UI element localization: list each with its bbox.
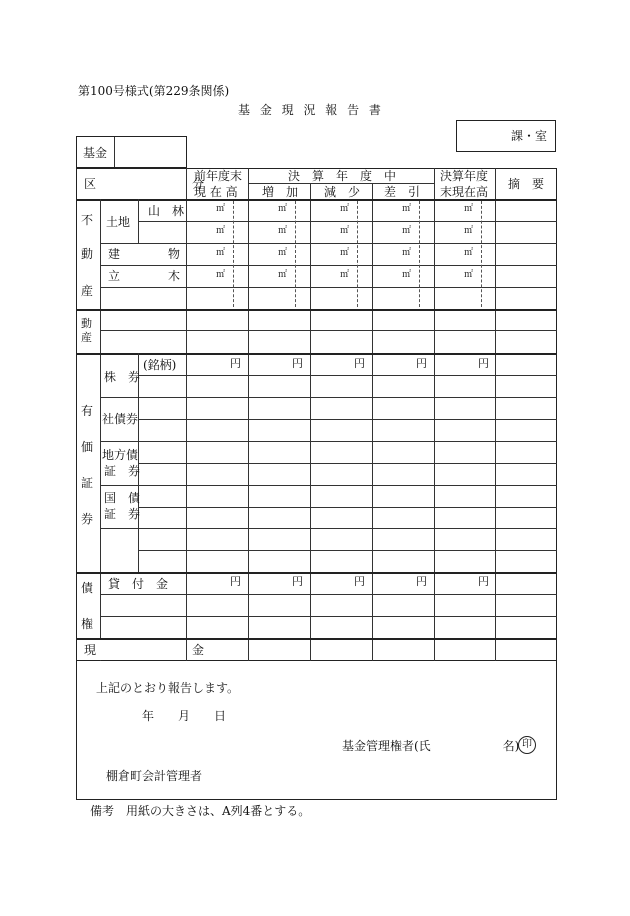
- form-number: 第100号様式(第229条関係): [78, 84, 230, 98]
- land-label: 土地: [106, 215, 131, 229]
- brand-label: (銘柄): [143, 358, 177, 372]
- cash-label: 現 金: [84, 643, 205, 657]
- yen-unit: 円: [478, 575, 489, 588]
- sqm-unit: ㎡: [340, 226, 350, 236]
- loans-label: 貸 付 金: [108, 577, 169, 591]
- sqm-unit: ㎡: [464, 204, 474, 214]
- securities-label-1: 有: [81, 404, 94, 418]
- col-category: 区 分: [84, 177, 205, 191]
- sqm-unit: ㎡: [464, 226, 474, 236]
- movable-label-1: 動: [81, 317, 92, 330]
- yen-unit: 円: [230, 357, 241, 370]
- report-statement: 上記のとおり報告します。: [96, 681, 240, 695]
- yen-unit: 円: [230, 575, 241, 588]
- col-decrease: 減 少: [324, 185, 361, 199]
- col-prev-year-2: 現 在 高: [194, 185, 238, 199]
- yen-unit: 円: [292, 357, 303, 370]
- col-difference: 差 引: [384, 185, 421, 199]
- decimal-divider: [233, 201, 234, 307]
- decimal-divider: [295, 201, 296, 307]
- col-end-year-2: 末現在高: [440, 185, 489, 199]
- manager-line: 基金管理権者(氏 名): [342, 739, 520, 753]
- securities-label-2: 価: [81, 440, 94, 454]
- gov-bonds-label-2: 証 券: [104, 507, 141, 521]
- securities-label-3: 証: [81, 476, 94, 490]
- col-remarks: 摘 要: [508, 177, 545, 191]
- decimal-divider: [481, 201, 482, 307]
- sqm-unit: ㎡: [278, 270, 288, 280]
- fund-label: 基金: [83, 146, 108, 160]
- sqm-unit: ㎡: [402, 270, 412, 280]
- col-increase: 増 加: [262, 185, 299, 199]
- claims-label-2: 権: [81, 617, 94, 631]
- page-title: 基 金 現 況 報 告 書: [238, 103, 384, 117]
- sqm-unit: ㎡: [216, 204, 226, 214]
- sqm-unit: ㎡: [216, 270, 226, 280]
- sqm-unit: ㎡: [402, 226, 412, 236]
- movable-label-2: 産: [81, 331, 92, 344]
- sqm-unit: ㎡: [402, 204, 412, 214]
- treasurer-line: 棚倉町会計管理者: [106, 769, 203, 783]
- yen-unit: 円: [478, 357, 489, 370]
- col-end-year-1: 決算年度: [440, 169, 489, 183]
- securities-label-4: 券: [81, 512, 94, 526]
- sqm-unit: ㎡: [464, 270, 474, 280]
- sqm-unit: ㎡: [278, 248, 288, 258]
- gov-bonds-label-1: 国 債: [104, 491, 141, 505]
- report-date: 年 月 日: [142, 709, 227, 723]
- sqm-unit: ㎡: [278, 226, 288, 236]
- fund-box: [76, 136, 187, 168]
- sqm-unit: ㎡: [216, 248, 226, 258]
- yen-unit: 円: [416, 357, 427, 370]
- sqm-unit: ㎡: [216, 226, 226, 236]
- standing-timber-label: 立 木: [108, 269, 181, 283]
- corp-bonds-label: 社債券: [102, 412, 139, 426]
- col-prev-year-1: 前年度末: [194, 169, 243, 183]
- stocks-label: 株 券: [104, 370, 141, 384]
- sqm-unit: ㎡: [278, 204, 288, 214]
- col-settlement: 決 算 年 度 中: [288, 169, 397, 183]
- seal-icon: 印: [518, 736, 536, 754]
- local-bonds-label-2: 証 券: [104, 464, 141, 478]
- yen-unit: 円: [354, 357, 365, 370]
- dept-box: [456, 120, 556, 152]
- decimal-divider: [357, 201, 358, 307]
- forest-label: 山 林: [148, 204, 185, 218]
- yen-unit: 円: [354, 575, 365, 588]
- yen-unit: 円: [416, 575, 427, 588]
- claims-label-1: 債: [81, 581, 94, 595]
- real-estate-label-1: 不: [81, 213, 94, 227]
- building-label: 建 物: [108, 247, 181, 261]
- decimal-divider: [419, 201, 420, 307]
- sqm-unit: ㎡: [340, 270, 350, 280]
- real-estate-label-2: 動: [81, 247, 94, 261]
- dept-label: 課・室: [510, 129, 547, 143]
- yen-unit: 円: [292, 575, 303, 588]
- local-bonds-label-1: 地方債: [102, 448, 139, 462]
- sqm-unit: ㎡: [464, 248, 474, 258]
- sqm-unit: ㎡: [402, 248, 412, 258]
- note: 備考 用紙の大きさは、A列4番とする。: [90, 804, 311, 818]
- sqm-unit: ㎡: [340, 248, 350, 258]
- sqm-unit: ㎡: [340, 204, 350, 214]
- real-estate-label-3: 産: [81, 284, 94, 298]
